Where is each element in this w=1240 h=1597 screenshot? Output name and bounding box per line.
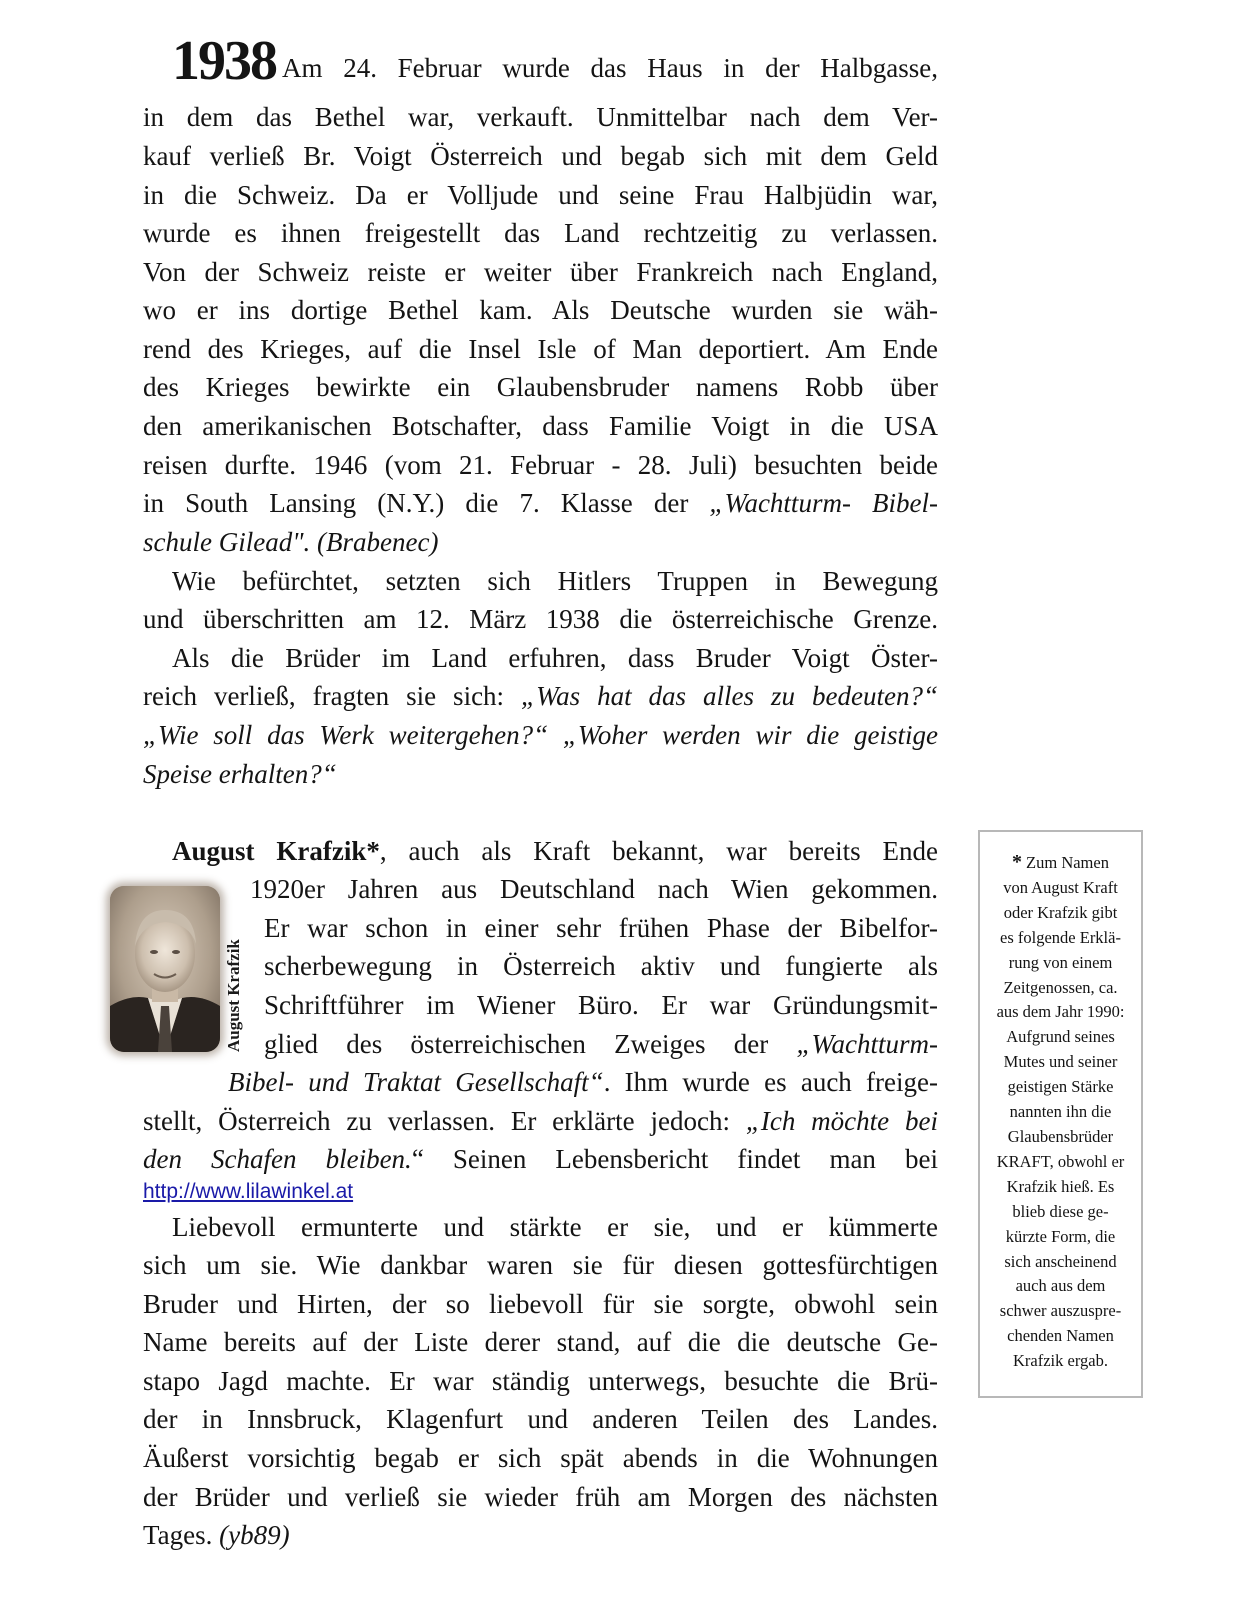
paragraph-1-line: wurde es ihnen freigestellt das Land rechtzeitig zu verlassen. bbox=[143, 218, 938, 248]
portrait-photo bbox=[110, 886, 220, 1052]
year-heading: 1938 bbox=[172, 30, 276, 92]
footnote-line: Krafzik ergab. bbox=[1013, 1351, 1108, 1371]
paragraph-5-line: Liebevoll ermunterte und stärkte er sie, und er kümmerte bbox=[172, 1212, 938, 1242]
paragraph-3-line: Als die Brüder im Land erfuhren, dass Bruder Voigt Öster- bbox=[172, 643, 938, 673]
paragraph-4-line bbox=[143, 1140, 938, 1178]
paragraph-3-line bbox=[143, 677, 938, 715]
paragraph-1-line: rend des Krieges, auf die Insel Isle of Man deportiert. Am Ende bbox=[143, 334, 938, 364]
footnote-line: geistigen Stärke bbox=[1007, 1077, 1114, 1097]
paragraph-1-line: Von der Schweiz reiste er weiter über Frankreich nach England, bbox=[143, 257, 938, 287]
paragraph-1-line: in dem das Bethel war, verkauft. Unmittelbar nach dem Ver- bbox=[143, 102, 938, 132]
footnote-line: kürzte Form, die bbox=[1005, 1226, 1116, 1246]
paragraph-2-line: Wie befürchtet, setzten sich Hitlers Truppen in Bewegung bbox=[172, 566, 938, 596]
lilawinkel-link[interactable]: http://www.lilawinkel.at bbox=[143, 1180, 354, 1203]
paragraph-1-line bbox=[143, 484, 938, 522]
paragraph-5-line: der in Innsbruck, Klagenfurt und anderen Teilen des Landes. bbox=[143, 1404, 938, 1434]
paragraph-1-line: reisen durfte. 1946 (vom 21. Februar - 28. Juli) besuchten beide bbox=[143, 450, 938, 480]
italic-quote: „Ich möchte bei bbox=[745, 1106, 938, 1136]
footnote-line: Mutes und seiner bbox=[1003, 1052, 1118, 1072]
footnote-line: rung von einem bbox=[1008, 952, 1113, 972]
footnote-line: oder Krafzik gibt bbox=[1003, 902, 1118, 922]
italic-title: Bibel- und Traktat Gesellschaft“ bbox=[228, 1067, 604, 1097]
footnote-line: blieb diese ge- bbox=[1012, 1201, 1109, 1221]
italic-quote: Speise erhalten?“ bbox=[143, 759, 337, 789]
italic-quote: den Schafen bleiben. bbox=[143, 1144, 412, 1174]
italic-title: „Wachtturm- Bibel- bbox=[709, 488, 938, 518]
text: in South Lansing (N.Y.) die 7. Klasse der bbox=[143, 488, 710, 518]
paragraph-5-line: Äußerst vorsichtig begab er sich spät abends in die Wohnungen bbox=[143, 1443, 938, 1473]
person-name: August Krafzik* bbox=[172, 836, 380, 866]
footnote-line: schwer auszuspre- bbox=[999, 1301, 1122, 1321]
footnote-line: Krafzik hieß. Es bbox=[1006, 1176, 1115, 1196]
paragraph-4-line bbox=[228, 1063, 938, 1101]
photo-caption: August Krafzik bbox=[224, 939, 243, 1052]
paragraph-5-line: stapo Jagd machte. Er war ständig unterwegs, besuchte die Brü- bbox=[143, 1366, 938, 1396]
paragraph-1-line: kauf verließ Br. Voigt Österreich und begab sich mit dem Geld bbox=[143, 141, 938, 171]
footnote-line: aus dem Jahr 1990: bbox=[996, 1002, 1125, 1022]
italic-quote: „Was hat das alles zu bedeuten?“ bbox=[521, 681, 938, 711]
footnote-line: nannten ihn die bbox=[1009, 1102, 1112, 1122]
paragraph-4-line: scherbewegung in Österreich aktiv und fungierte als bbox=[264, 951, 938, 981]
italic-quote: „Wie soll das Werk weitergehen?“ „Woher werden wir die geistige bbox=[143, 720, 938, 750]
paragraph-5-line: Name bereits auf der Liste derer stand, auf die die deutsche Ge- bbox=[143, 1327, 938, 1357]
paragraph-1-line: den amerikanischen Botschafter, dass Familie Voigt in die USA bbox=[143, 411, 938, 441]
paragraph-1-line-1 bbox=[172, 30, 938, 96]
paragraph-4-line: Er war schon in einer sehr frühen Phase der Bibelfor- bbox=[264, 913, 938, 943]
paragraph-3-line bbox=[143, 755, 938, 793]
text: “ Seinen Lebensbericht findet man bei bbox=[411, 1144, 938, 1174]
text: , auch als Kraft bekannt, war bereits Ende bbox=[379, 836, 938, 866]
italic-citation: (yb89) bbox=[219, 1520, 290, 1550]
footnote-line: sich anscheinend bbox=[1004, 1251, 1117, 1271]
paragraph-3-line bbox=[143, 716, 938, 754]
text: Am 24. Februar wurde das Haus in der Halbgasse, bbox=[282, 53, 938, 83]
paragraph-5-line: sich um sie. Wie dankbar waren sie für diesen gottesfürchtigen bbox=[143, 1250, 938, 1280]
paragraph-1-line: in die Schweiz. Da er Volljude und seine Frau Halbjüdin war, bbox=[143, 180, 938, 210]
footnote-line: Glaubensbrüder bbox=[1007, 1126, 1114, 1146]
italic-title: „Wachtturm- bbox=[796, 1029, 938, 1059]
footnote-line: chenden Namen bbox=[1007, 1326, 1114, 1346]
paragraph-1-line: des Krieges bewirkte ein Glaubensbruder namens Robb über bbox=[143, 372, 938, 402]
paragraph-5-line: der Brüder und verließ sie wieder früh am Morgen des nächsten bbox=[143, 1482, 938, 1512]
portrait-image-icon bbox=[110, 886, 220, 1052]
text: stellt, Österreich zu verlassen. Er erklärte jedoch: bbox=[143, 1106, 746, 1136]
footnote-line: KRAFT, obwohl er bbox=[996, 1151, 1125, 1171]
text: Tages. bbox=[143, 1520, 220, 1550]
footnote-line: von August Kraft bbox=[1003, 877, 1118, 897]
footnote-sidebox bbox=[978, 830, 1143, 1398]
text: reich verließ, fragten sie sich: bbox=[143, 681, 522, 711]
paragraph-4-line: 1920er Jahren aus Deutschland nach Wien gekommen. bbox=[250, 874, 938, 904]
paragraph-5-line bbox=[143, 1516, 938, 1554]
paragraph-4-line bbox=[143, 1102, 938, 1140]
paragraph-4-line bbox=[172, 832, 938, 870]
footnote-line: auch aus dem bbox=[1015, 1276, 1106, 1296]
paragraph-2-line: und überschritten am 12. März 1938 die österreichische Grenze. bbox=[143, 604, 938, 634]
text: Zum Namen bbox=[1026, 853, 1109, 872]
text: glied des österreichischen Zweiges der bbox=[264, 1029, 797, 1059]
footnote-line bbox=[980, 850, 1141, 876]
paragraph-1-line bbox=[143, 523, 938, 561]
footnote-line: Aufgrund seines bbox=[1006, 1027, 1115, 1047]
paragraph-1-line: wo er ins dortige Bethel kam. Als Deutsche wurden sie wäh- bbox=[143, 295, 938, 325]
paragraph-4-line bbox=[264, 1025, 938, 1063]
footnote-line: Zeitgenossen, ca. bbox=[1003, 977, 1118, 997]
text: . Ihm wurde es auch freige- bbox=[603, 1067, 938, 1097]
italic-citation: schule Gilead". (Brabenec) bbox=[143, 527, 439, 557]
asterisk-icon: * bbox=[1012, 851, 1023, 873]
footnote-text bbox=[980, 850, 1141, 1374]
paragraph-5-line: Bruder und Hirten, der so liebevoll für sie sorgte, obwohl sein bbox=[143, 1289, 938, 1319]
footnote-line: es folgende Erklä- bbox=[1000, 927, 1121, 947]
paragraph-4-line: Schriftführer im Wiener Büro. Er war Gründungsmit- bbox=[264, 990, 938, 1020]
